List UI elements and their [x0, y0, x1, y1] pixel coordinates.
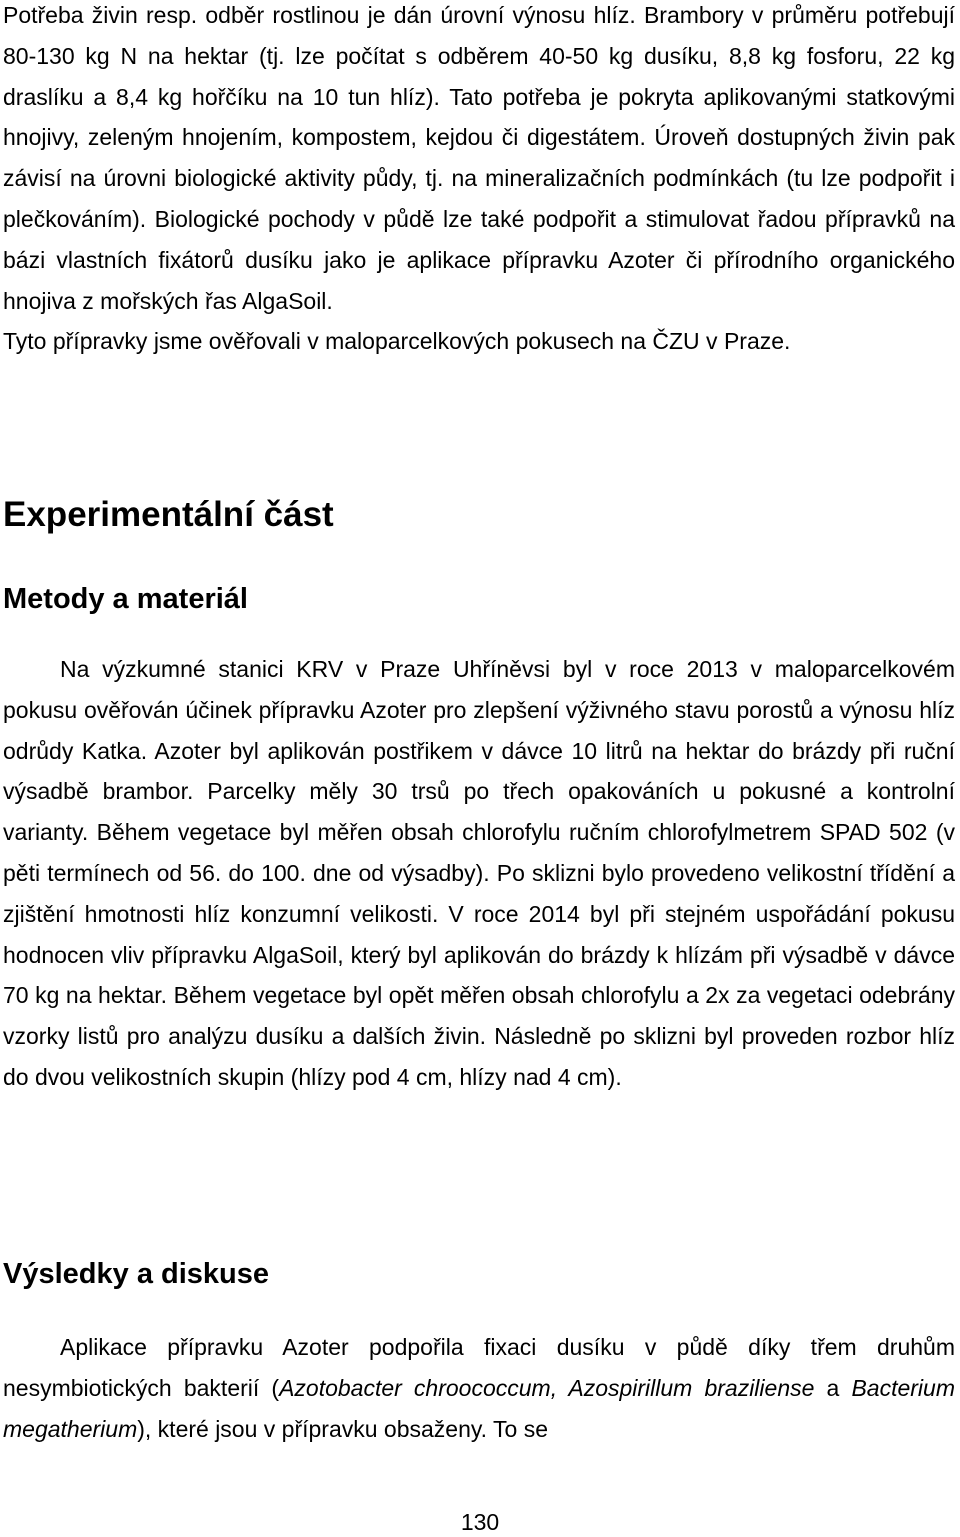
intro-sentence-2: Biologické pochody v půdě lze také podpořit a stimulovat řadou přípravků na bázi vlastních fixátorů dusíku jako je aplikace přípravku Azoter či přírodního organického hnojiva z mořských řas AlgaSoil.	[3, 205, 955, 314]
results-paragraph	[3, 1327, 955, 1449]
results-connector: a	[814, 1374, 852, 1401]
intro-sentence-1: Potřeba živin resp. odběr rostlinou je dán úrovní výnosu hlíz. Brambory v průměru potřebují 80-130 kg N na hektar (tj. lze počítat s odběrem 40-50 kg dusíku, 8,8 kg fosforu, 22 kg draslíku a 8,4 kg hořčíku na 10 tun hlíz). Tato potřeba je pokryta aplikovanými statkovými hnojivy, zeleným hnojením, kompostem, kejdou či digestátem. Úroveň dostupných živin pak závisí na úrovni biologické aktivity půdy, tj. na mineralizačních podmínkách (tu lze podpořit i plečkováním).	[3, 2, 955, 232]
methods-paragraph	[3, 649, 955, 1098]
page-number: 130	[460, 1509, 500, 1535]
methods-text: Na výzkumné stanici KRV v Praze Uhříněvsi byl v roce 2013 v maloparcelkovém pokusu ověřován účinek přípravku Azoter pro zlepšení výživného stavu porostů a výnosu hlíz odrůdy Katka. Azoter byl aplikován postřikem v dávce 10 litrů na hektar do brázdy při ruční výsadbě brambor. Parcelky měly 30 trsů po třech opakováních u pokusné a kontrolní varianty. Během vegetace byl měřen obsah chlorofylu ručním chlorofylmetrem SPAD 502 (v pěti termínech od 56. do 100. dne od výsadby). Po sklizni bylo provedeno velikostní třídění a zjištění hmotnosti hlíz konzumní velikosti. V roce 2014 byl při stejném uspořádání pokusu hodnocen vliv přípravku AlgaSoil, který byl aplikován do brázdy k hlízám při výsadbě v dávce 70 kg na hektar. Během vegetace byl opět měřen obsah chlorofylu a 2x za vegetaci odebrány vzorky listů pro analýzu dusíku a dalších živin. Následně po sklizni byl proveden rozbor hlíz do dvou velikostních skupin (hlízy pod 4 cm, hlízy nad 4 cm).	[3, 656, 955, 1090]
intro-paragraph	[3, 0, 955, 362]
results-text-start: Aplikace přípravku Azoter podpořila fixaci dusíku v půdě díky třem druhům nesymbiotických bakterií (	[3, 1334, 955, 1401]
species-name-2: Bacterium megatherium	[3, 1374, 955, 1442]
methods-heading: Metody a materiál	[3, 583, 248, 615]
intro-sentence-3: Tyto přípravky jsme ověřovali v maloparcelkových pokusech na ČZU v Praze.	[3, 328, 791, 355]
results-heading: Výsledky a diskuse	[3, 1258, 269, 1290]
section-title: Experimentální část	[3, 495, 334, 534]
results-text-end: ), které jsou v přípravku obsaženy. To se	[137, 1415, 549, 1442]
species-name-1: Azotobacter chroococcum, Azospirillum braziliense	[279, 1374, 815, 1401]
